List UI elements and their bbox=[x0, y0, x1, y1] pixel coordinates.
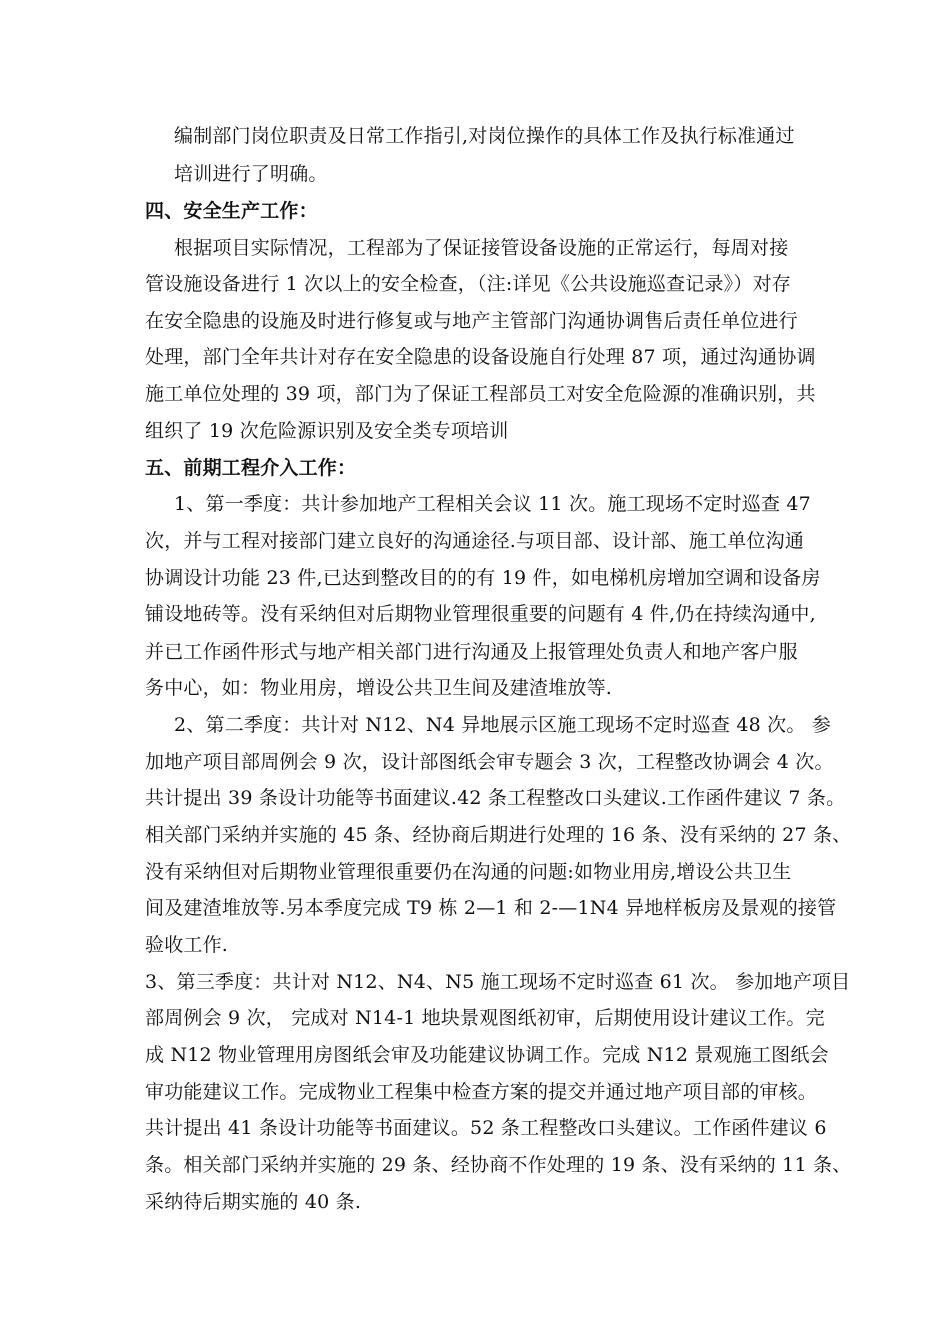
paragraph-line: 加地产项目部周例会 9 次，设计部图纸会审专题会 3 次，工程整改协调会 4 次。 bbox=[145, 751, 834, 773]
paragraph-line: 根据项目实际情况，工程部为了保证接管设备设施的正常运行，每周对接 bbox=[174, 237, 789, 259]
paragraph-line: 成 N12 物业管理用房图纸会审及功能建议协调工作。完成 N12 景观施工图纸会 bbox=[145, 1044, 829, 1066]
paragraph-line: 3、第三季度：共计对 N12、N4、N5 施工现场不定时巡查 61 次。 参加地产项目 bbox=[145, 971, 851, 993]
paragraph-line: 部周例会 9 次， 完成对 N14-1 地块景观图纸初审，后期使用设计建议工作。完 bbox=[145, 1007, 825, 1029]
paragraph-line: 务中心，如：物业用房，增设公共卫生间及建渣堆放等. bbox=[145, 677, 613, 699]
section-heading-early-intervention: 五、前期工程介入工作： bbox=[145, 457, 357, 479]
paragraph-line: 并已工作函件形式与地产相关部门进行沟通及上报管理处负责人和地产客户服 bbox=[145, 641, 798, 663]
paragraph-line: 管设施设备进行 1 次以上的安全检查，（注:详见《公共设施巡查记录》）对存 bbox=[145, 273, 791, 295]
paragraph-line: 2、第二季度：共计对 N12、N4 异地展示区施工现场不定时巡查 48 次。 参 bbox=[174, 714, 831, 736]
paragraph-line: 采纳待后期实施的 40 条. bbox=[145, 1191, 362, 1213]
paragraph-line: 验收工作. bbox=[145, 934, 229, 956]
paragraph-line: 共计提出 39 条设计功能等书面建议.42 条工程整改口头建议.工作函件建议 7 条。 bbox=[145, 787, 846, 809]
paragraph-line: 共计提出 41 条设计功能等书面建议。52 条工程整改口头建议。工作函件建议 6 bbox=[145, 1117, 827, 1139]
paragraph-line: 在安全隐患的设施及时进行修复或与地产主管部门沟通协调售后责任单位进行 bbox=[145, 310, 798, 332]
paragraph-line: 施工单位处理的 39 项，部门为了保证工程部员工对安全危险源的准确识别，共 bbox=[145, 383, 816, 405]
section-heading-safety: 四、安全生产工作： bbox=[145, 200, 318, 222]
paragraph-line: 处理，部门全年共计对存在安全隐患的设备设施自行处理 87 项，通过沟通协调 bbox=[145, 346, 816, 368]
paragraph-line: 培训进行了明确。 bbox=[174, 163, 328, 185]
paragraph-line: 1、第一季度：共计参加地产工程相关会议 11 次。施工现场不定时巡查 47 bbox=[174, 493, 811, 515]
paragraph-line: 审功能建议工作。完成物业工程集中检查方案的提交并通过地产项目部的审核。 bbox=[145, 1081, 818, 1103]
paragraph-line: 条。相关部门采纳并实施的 29 条、经协商不作处理的 19 条、没有采纳的 11 条、 bbox=[145, 1154, 852, 1176]
paragraph-line: 间及建渣堆放等.另本季度完成 T9 栋 2—1 和 2-—1N4 异地样板房及景观的接管 bbox=[145, 897, 837, 919]
paragraph-line: 相关部门采纳并实施的 45 条、经协商后期进行处理的 16 条、没有采纳的 27 条、 bbox=[145, 824, 852, 846]
paragraph-line: 铺设地砖等。没有采纳但对后期物业管理很重要的问题有 4 件,仍在持续沟通中, bbox=[145, 603, 816, 625]
paragraph-line: 协调设计功能 23 件,已达到整改目的的有 19 件，如电梯机房增加空调和设备房 bbox=[145, 567, 821, 589]
paragraph-line: 编制部门岗位职责及日常工作指引,对岗位操作的具体工作及执行标准通过 bbox=[174, 125, 795, 147]
paragraph-line: 没有采纳但对后期物业管理很重要仍在沟通的问题:如物业用房,增设公共卫生 bbox=[145, 861, 792, 883]
paragraph-line: 组织了 19 次危险源识别及安全类专项培训 bbox=[145, 420, 509, 442]
paragraph-line: 次，并与工程对接部门建立良好的沟通途径.与项目部、设计部、施工单位沟通 bbox=[145, 530, 805, 552]
